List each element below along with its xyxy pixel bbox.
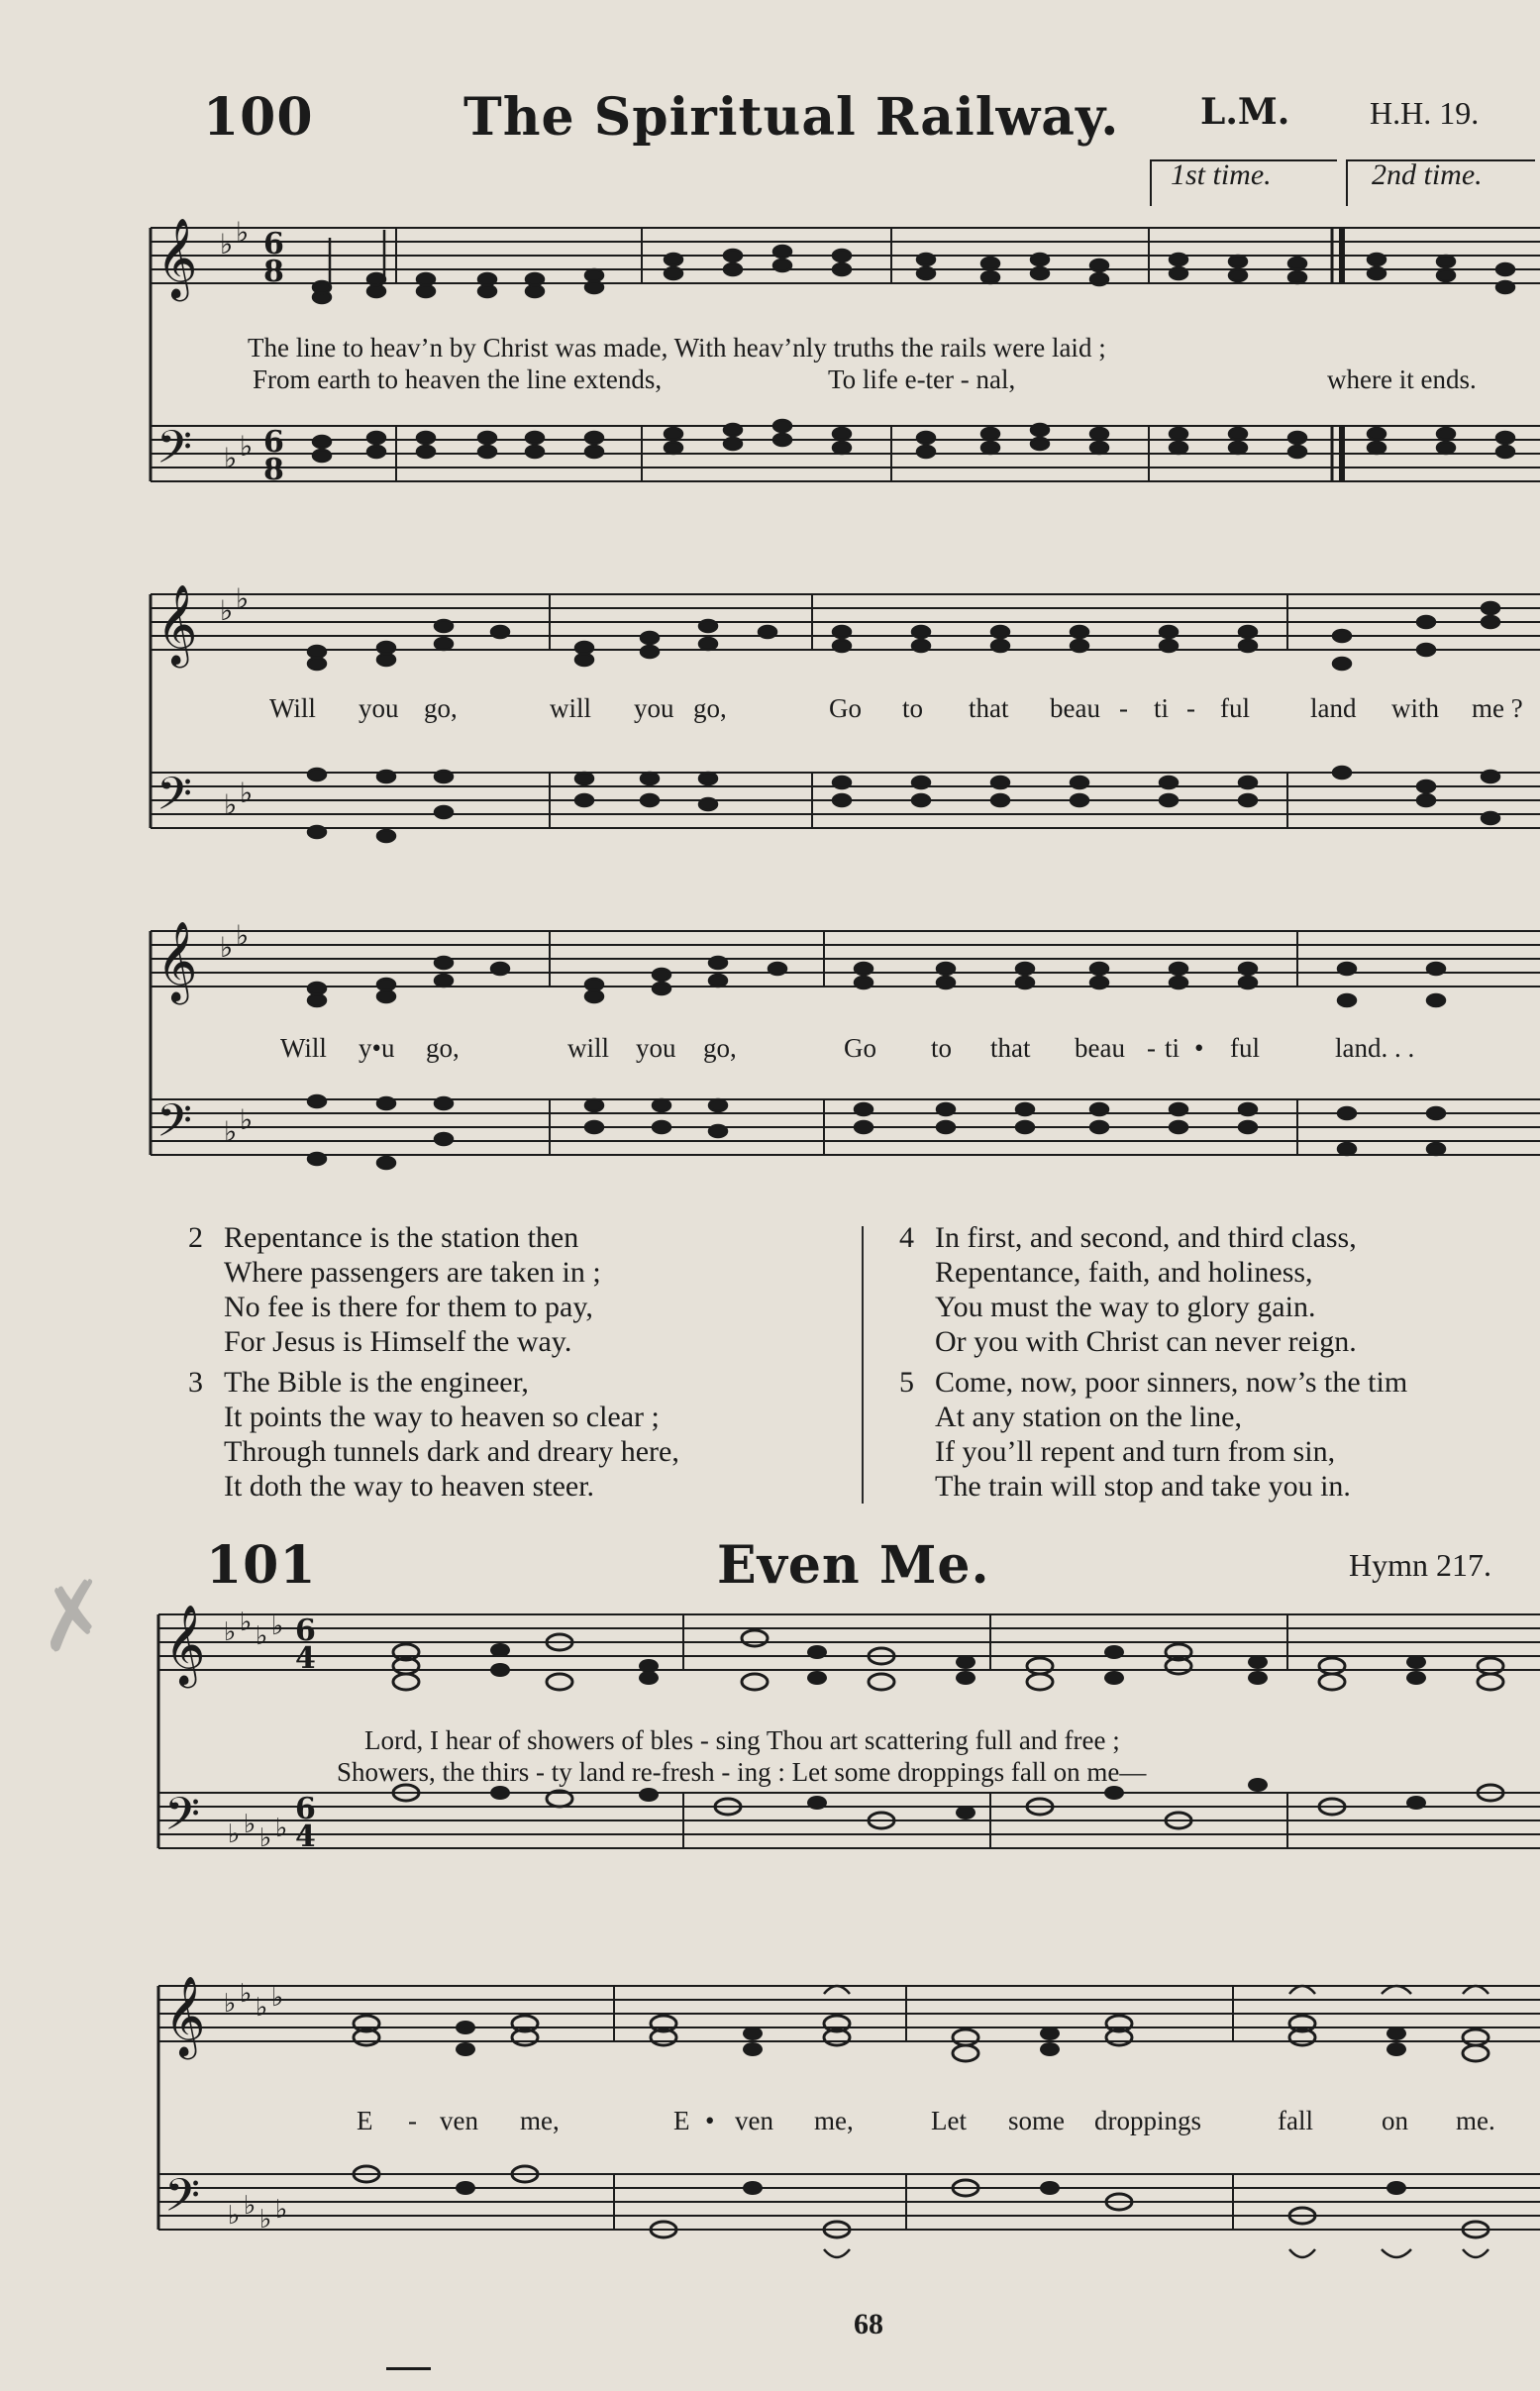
hymn-100-s2-word: go, bbox=[424, 693, 458, 723]
hymn-100-system-2-music bbox=[0, 584, 1540, 882]
svg-text:♭: ♭ bbox=[228, 1819, 241, 1849]
hymn-101-s2-word: - bbox=[408, 2106, 417, 2135]
svg-text:♭: ♭ bbox=[259, 2205, 272, 2235]
svg-text:♭: ♭ bbox=[275, 2195, 288, 2225]
hymn-100-lyric-line-2a: From earth to heaven the line extends, bbox=[253, 364, 663, 394]
hymn-100-s2-word: ti bbox=[1154, 693, 1170, 723]
hymn-101-source: Hymn 217. bbox=[1349, 1547, 1491, 1583]
hymn-100-s2-word: that bbox=[969, 693, 1009, 723]
svg-text:♭: ♭ bbox=[240, 1103, 254, 1136]
verse-line: You must the way to glory gain. bbox=[935, 1291, 1316, 1323]
verse-line: Through tunnels dark and dreary here, bbox=[224, 1435, 679, 1468]
hymn-100-s3-word: Will bbox=[280, 1033, 327, 1063]
svg-text:𝄞: 𝄞 bbox=[164, 1976, 206, 2056]
verse-line bbox=[899, 1365, 1540, 1400]
hymn-100-s3-word: ful bbox=[1230, 1033, 1260, 1063]
svg-text:𝄞: 𝄞 bbox=[156, 584, 198, 665]
svg-text:6: 6 bbox=[295, 1613, 316, 1648]
svg-text:♭: ♭ bbox=[240, 1608, 253, 1637]
svg-text:♭: ♭ bbox=[256, 1621, 268, 1651]
svg-text:8: 8 bbox=[263, 453, 284, 487]
hymn-101-lyric-line-2: Showers, the thirs - ty land re-fresh - ing : Let some droppings fall on me— bbox=[337, 1757, 1147, 1787]
hymn-101-number: 101 bbox=[206, 1535, 317, 1596]
verse-number: 5 bbox=[899, 1366, 914, 1399]
hymn-101-s2-word: Let bbox=[931, 2106, 967, 2135]
svg-text:♭: ♭ bbox=[224, 788, 238, 821]
hymn-101-s2-word: me, bbox=[814, 2106, 854, 2135]
svg-text:♭: ♭ bbox=[224, 1989, 237, 2019]
hymn-100-lyric-line-2c: where it ends. bbox=[1327, 364, 1477, 394]
hymn-100-system-3-music bbox=[0, 921, 1540, 1208]
hymn-100-s2-word: you bbox=[634, 693, 674, 723]
hymn-101-s2-word: droppings bbox=[1094, 2106, 1201, 2135]
hymn-100-s3-word: you bbox=[636, 1033, 676, 1063]
svg-text:♭: ♭ bbox=[244, 2191, 257, 2221]
svg-text:♭: ♭ bbox=[256, 1993, 268, 2023]
hymn-100-title: The Spiritual Railway. bbox=[463, 87, 1120, 148]
svg-text:♭: ♭ bbox=[224, 1617, 237, 1647]
svg-text:♭: ♭ bbox=[224, 442, 238, 474]
svg-text:4: 4 bbox=[295, 1819, 316, 1854]
svg-text:♭: ♭ bbox=[244, 1810, 257, 1839]
volta-first-label: 1st time. bbox=[1171, 158, 1272, 191]
svg-text:𝄢: 𝄢 bbox=[156, 768, 193, 832]
verse-line: It points the way to heaven so clear ; bbox=[224, 1401, 660, 1433]
svg-text:♭: ♭ bbox=[236, 921, 250, 952]
hymn-100-s3-word: go, bbox=[426, 1033, 460, 1063]
verse-text: In first, and second, and third class, bbox=[935, 1221, 1357, 1254]
svg-text:𝄢: 𝄢 bbox=[156, 1094, 193, 1159]
verse-number: 3 bbox=[188, 1366, 203, 1399]
verse-line: The train will stop and take you in. bbox=[935, 1470, 1351, 1503]
svg-text:6: 6 bbox=[263, 227, 284, 261]
svg-text:♭: ♭ bbox=[236, 584, 250, 615]
svg-text:𝄢: 𝄢 bbox=[164, 2169, 201, 2234]
hymn-100-s3-word: - bbox=[1147, 1033, 1156, 1063]
verse-line: At any station on the line, bbox=[935, 1401, 1242, 1433]
svg-text:𝄞: 𝄞 bbox=[164, 1605, 206, 1685]
hymn-100-s2-word: will bbox=[550, 693, 592, 723]
hymn-100-s3-word: will bbox=[567, 1033, 610, 1063]
hymn-100-s2-word: Go bbox=[829, 693, 862, 723]
verse-text: The Bible is the engineer, bbox=[224, 1366, 529, 1399]
verse-line bbox=[899, 1220, 1540, 1255]
svg-text:4: 4 bbox=[295, 1641, 316, 1676]
hymn-100-s3-word: Go bbox=[844, 1033, 876, 1063]
hymn-100-s3-word: that bbox=[990, 1033, 1031, 1063]
hymn-100-s2-word: with bbox=[1391, 693, 1440, 723]
verse-number: 4 bbox=[899, 1221, 914, 1254]
hymn-101-s2-word: me. bbox=[1456, 2106, 1495, 2135]
hymn-101-s2-word: • bbox=[705, 2106, 715, 2135]
svg-text:♭: ♭ bbox=[220, 228, 234, 260]
verse-line: Or you with Christ can never reign. bbox=[935, 1325, 1357, 1358]
svg-text:♭: ♭ bbox=[271, 1611, 284, 1641]
hymn-100-lyric-line-1: The line to heav’n by Christ was made, With heav’nly truths the rails were laid ; bbox=[248, 333, 1106, 363]
svg-text:𝄢: 𝄢 bbox=[156, 421, 193, 485]
verse-line: Repentance, faith, and holiness, bbox=[935, 1256, 1313, 1289]
verse-line: For Jesus is Himself the way. bbox=[224, 1325, 572, 1358]
pencil-x-mark-icon: ✗ bbox=[27, 1559, 119, 1675]
verse-line bbox=[188, 1365, 852, 1400]
svg-text:♭: ♭ bbox=[224, 1115, 238, 1148]
hymn-100-s2-word: land bbox=[1310, 693, 1357, 723]
hymn-101-system-2-music bbox=[0, 1976, 1540, 2303]
hymn-100-system-1-music bbox=[0, 218, 1540, 574]
verse-line: It doth the way to heaven steer. bbox=[224, 1470, 595, 1503]
hymn-101-s2-word: fall bbox=[1278, 2106, 1313, 2135]
hymn-101-s2-word: E bbox=[673, 2106, 690, 2135]
verse-line: No fee is there for them to pay, bbox=[224, 1291, 593, 1323]
hymn-100-number: 100 bbox=[203, 87, 314, 148]
hymn-101-s2-word: some bbox=[1008, 2106, 1065, 2135]
verse-number: 2 bbox=[188, 1221, 203, 1254]
hymn-100-lyric-line-2b: To life e-ter - nal, bbox=[828, 364, 1016, 394]
svg-text:6: 6 bbox=[295, 1792, 316, 1826]
hymn-101-s2-word: ven bbox=[735, 2106, 773, 2135]
hymn-100-s2-word: Will bbox=[269, 693, 316, 723]
svg-text:6: 6 bbox=[263, 425, 284, 460]
hymn-100-s3-word: go, bbox=[703, 1033, 737, 1063]
hymn-101-title: Even Me. bbox=[717, 1535, 990, 1596]
hymn-101-s2-word: on bbox=[1382, 2106, 1408, 2135]
hymn-101-s2-word: E bbox=[357, 2106, 373, 2135]
verse-line: Where passengers are taken in ; bbox=[224, 1256, 601, 1289]
svg-text:♭: ♭ bbox=[228, 2201, 241, 2231]
verse-line: If you’ll repent and turn from sin, bbox=[935, 1435, 1336, 1468]
hymn-100-s3-word: • bbox=[1194, 1033, 1204, 1063]
hymn-101-s2-word: me, bbox=[520, 2106, 560, 2135]
svg-text:♭: ♭ bbox=[271, 1983, 284, 2013]
hymn-100-s3-word: ti bbox=[1165, 1033, 1181, 1063]
svg-text:♭: ♭ bbox=[220, 931, 234, 964]
svg-text:♭: ♭ bbox=[220, 594, 234, 627]
verse-text: Repentance is the station then bbox=[224, 1221, 579, 1254]
svg-text:𝄞: 𝄞 bbox=[156, 921, 198, 1001]
hymn-100-s2-word: me ? bbox=[1472, 693, 1523, 723]
svg-text:♭: ♭ bbox=[259, 1823, 272, 1853]
hymn-100-s2-word: go, bbox=[693, 693, 727, 723]
hymn-100-verses-right bbox=[899, 1220, 1540, 1504]
page-number: 68 bbox=[854, 2308, 883, 2340]
verse-column-divider bbox=[862, 1226, 864, 1504]
svg-text:♭: ♭ bbox=[236, 218, 250, 249]
bottom-dash bbox=[386, 2367, 431, 2370]
hymn-100-s2-word: beau bbox=[1050, 693, 1100, 723]
hymn-100-s3-word: beau bbox=[1075, 1033, 1125, 1063]
hymn-100-s2-word: ful bbox=[1220, 693, 1250, 723]
volta-second-label: 2nd time. bbox=[1372, 158, 1483, 191]
hymn-100-s2-word: to bbox=[902, 693, 924, 723]
svg-text:𝄢: 𝄢 bbox=[164, 1788, 201, 1852]
hymn-101-lyric-line-1: Lord, I hear of showers of bles - sing Thou art scattering full and free ; bbox=[364, 1725, 1120, 1755]
svg-text:𝄞: 𝄞 bbox=[156, 218, 198, 298]
svg-text:8: 8 bbox=[263, 255, 284, 289]
hymn-100-s3-word: land. . . bbox=[1335, 1033, 1415, 1063]
svg-text:♭: ♭ bbox=[240, 430, 254, 463]
hymn-101-s2-word: ven bbox=[440, 2106, 478, 2135]
hymn-100-s2-word: you bbox=[359, 693, 399, 723]
hymn-100-source: H.H. 19. bbox=[1370, 95, 1480, 131]
verse-text: Come, now, poor sinners, now’s the tim bbox=[935, 1366, 1408, 1399]
hymn-100-s2-word: - bbox=[1119, 693, 1128, 723]
svg-text:♭: ♭ bbox=[240, 777, 254, 809]
svg-text:♭: ♭ bbox=[275, 1814, 288, 1843]
hymn-100-meter: L.M. bbox=[1200, 91, 1290, 133]
hymn-100-s3-word: to bbox=[931, 1033, 953, 1063]
hymn-100-s2-word: - bbox=[1186, 693, 1195, 723]
hymn-100-verses-left bbox=[188, 1220, 852, 1504]
hymn-100-s3-word: y•u bbox=[359, 1033, 395, 1063]
verse-line bbox=[188, 1220, 852, 1255]
svg-text:♭: ♭ bbox=[240, 1979, 253, 2009]
